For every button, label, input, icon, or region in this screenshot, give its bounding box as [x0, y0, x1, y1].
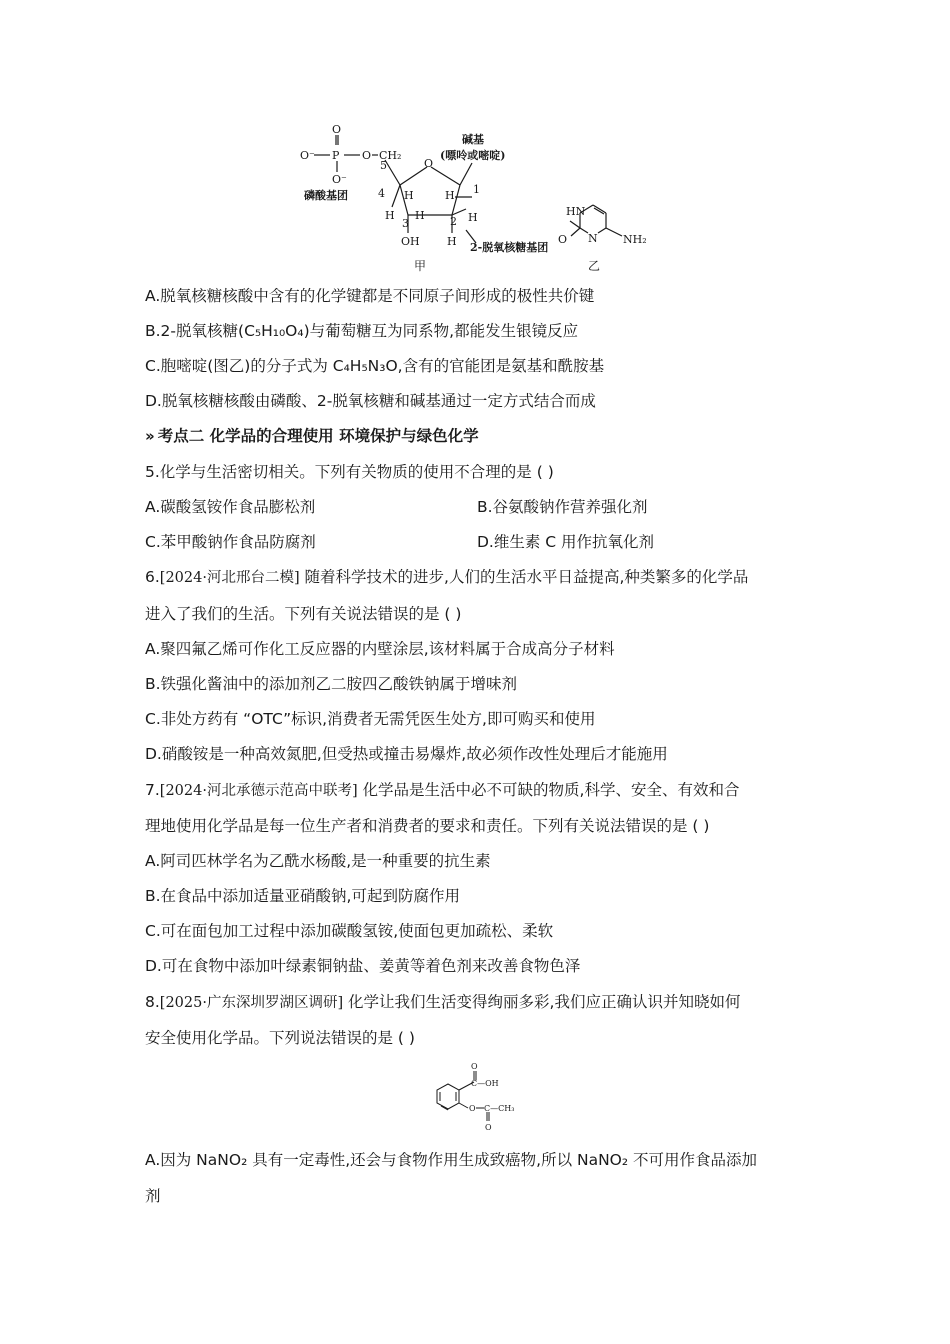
- q5-option-a: A.碳酸氢铵作食品膨松剂: [145, 498, 316, 516]
- q8-stem-line2: 安全使用化学品。下列说法错误的是 ( ): [145, 1029, 415, 1047]
- carbon-2-label: 2: [450, 215, 457, 228]
- q7-stem-line1: [145, 780, 739, 801]
- q8-stem-text: 化学让我们生活变得绚丽多彩,我们应正确认识并知晓如何: [343, 993, 741, 1011]
- carbon-3-label: 3: [402, 217, 409, 230]
- q7-option-a: A.阿司匹林学名为乙酰水杨酸,是一种重要的抗生素: [145, 852, 491, 870]
- q6-stem-text: 随着科学技术的进步,人们的生活水平日益提高,种类繁多的化学品: [299, 568, 749, 586]
- q4-option-b: B.2-脱氧核糖(C₅H₁₀O₄)与葡萄糖互为同系物,都能发生银镜反应: [145, 322, 579, 340]
- aspirin-carboxyl-group: C—OH: [471, 1079, 499, 1088]
- aspirin-acetyl-o: O: [485, 1123, 492, 1132]
- phosphate-bottom-o: O⁻: [332, 173, 347, 186]
- ring-oxygen: O: [424, 157, 434, 170]
- cytosine-hn: HN: [566, 205, 586, 218]
- q7-option-d: D.可在食物中添加叶绿素铜钠盐、姜黄等着色剂来改善食物色泽: [145, 957, 581, 975]
- q6-option-a: A.聚四氟乙烯可作化工反应器的内壁涂层,该材料属于合成高分子材料: [145, 640, 615, 658]
- aspirin-ester-o: O: [469, 1104, 476, 1113]
- h-left: H: [385, 209, 395, 222]
- aspirin-carboxyl-o: O: [471, 1062, 478, 1071]
- q4-option-c: C.胞嘧啶(图乙)的分子式为 C₄H₅N₃O,含有的官能团是氨基和酰胺基: [145, 357, 605, 375]
- section-marker-icon: ››: [145, 427, 152, 445]
- phosphate-o-minus: O⁻: [300, 149, 315, 162]
- q7-number: 7.: [145, 781, 160, 799]
- q4-option-a: A.脱氧核糖核酸中含有的化学键都是不同原子间形成的极性共价键: [145, 287, 595, 305]
- q8-number: 8.: [145, 993, 160, 1011]
- h-bottom: H: [447, 235, 457, 248]
- q4-option-d: D.脱氧核糖核酸由磷酸、2-脱氧核糖和碱基通过一定方式结合而成: [145, 392, 596, 410]
- q8-option-a-line1: A.因为 NaNO₂ 具有一定毒性,还会与食物作用生成致癌物,所以 NaNO₂ 不可用作食品添加: [145, 1151, 758, 1169]
- figure-caption-yi: 乙: [588, 259, 601, 273]
- q6-source: [2024·河北邢台二模]: [159, 570, 300, 586]
- ester-oxygen: O: [362, 149, 372, 162]
- q7-option-c: C.可在面包加工过程中添加碳酸氢铵,使面包更加疏松、柔软: [145, 922, 554, 940]
- q6-option-c: C.非处方药有 “OTC”标识,消费者无需凭医生处方,即可购买和使用: [145, 710, 596, 728]
- q6-stem-line1: [145, 567, 748, 588]
- q5-stem: 5.化学与生活密切相关。下列有关物质的使用不合理的是 ( ): [145, 463, 554, 481]
- deoxyribose-label: 2-脱氧核糖基团: [470, 241, 549, 254]
- q6-option-d: D.硝酸铵是一种高效氮肥,但受热或撞击易爆炸,故必须作改性处理后才能施用: [145, 745, 668, 763]
- q7-source: [2024·河北承德示范高中联考]: [159, 783, 358, 799]
- q6-stem-line2: 进入了我们的生活。下列有关说法错误的是 ( ): [145, 605, 462, 623]
- base-sub-label: (嘌呤或嘧啶): [440, 149, 506, 162]
- cytosine-n: N: [588, 232, 598, 245]
- q8-option-a-line2: 剂: [145, 1187, 161, 1205]
- q6-option-b: B.铁强化酱油中的添加剂乙二胺四乙酸铁钠属于增味剂: [145, 675, 518, 693]
- q5-option-b: B.谷氨酸钠作营养强化剂: [477, 498, 648, 516]
- q8-source: [2025·广东深圳罗湖区调研]: [159, 995, 344, 1011]
- carbon-4-label: 4: [378, 187, 385, 200]
- base-label: 碱基: [462, 133, 484, 146]
- h-right: H: [468, 211, 478, 224]
- q5-option-d: D.维生素 C 用作抗氧化剂: [477, 533, 655, 551]
- nucleotide-structure-figure: [290, 115, 647, 275]
- q7-stem-text: 化学品是生活中必不可缺的物质,科学、安全、有效和合: [357, 781, 740, 799]
- phosphate-group-label: 磷酸基团: [304, 189, 348, 202]
- section-title: 考点二 化学品的合理使用 环境保护与绿色化学: [157, 427, 479, 445]
- h-on-c4: H: [404, 189, 414, 202]
- cytosine-nh2: NH₂: [623, 233, 647, 246]
- q7-stem-line2: 理地使用化学品是每一位生产者和消费者的要求和责任。下列有关说法错误的是 ( ): [145, 817, 710, 835]
- carbon-1-label: 1: [473, 183, 480, 196]
- q6-number: 6.: [145, 568, 160, 586]
- phosphorus-atom: P: [332, 149, 340, 162]
- cytosine-o: O: [558, 233, 568, 246]
- aspirin-structure-figure: [428, 1060, 528, 1134]
- phosphate-top-o: O: [332, 123, 342, 136]
- h-on-c3: H: [415, 209, 425, 222]
- q7-option-b: B.在食品中添加适量亚硝酸钠,可起到防腐作用: [145, 887, 460, 905]
- hydroxyl-group: OH: [401, 235, 420, 248]
- figure-caption-jia: 甲: [414, 259, 427, 273]
- carbon-5-label: 5: [380, 159, 387, 172]
- q8-stem-line1: [145, 992, 740, 1013]
- h-on-c1: H: [445, 189, 455, 202]
- q5-option-c: C.苯甲酸钠作食品防腐剂: [145, 533, 316, 551]
- ch2-group: CH₂: [379, 149, 402, 162]
- aspirin-acetyl-group: C—CH₃: [484, 1104, 515, 1113]
- section-heading: [145, 426, 479, 446]
